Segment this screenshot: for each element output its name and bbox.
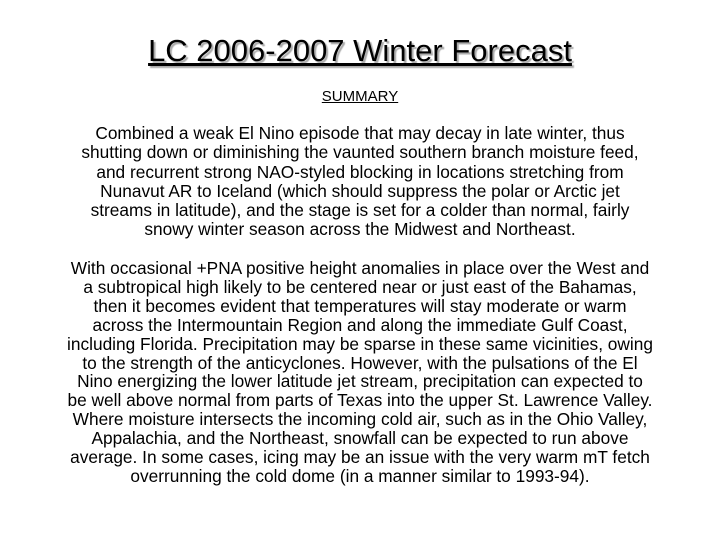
text-line: then it becomes evident that temperatures will stay moderate or warm — [93, 295, 627, 316]
text-line: streams in latitude), and the stage is set for a colder than normal, fairly — [90, 200, 630, 221]
text-line: snowy winter season across the Midwest and Northeast. — [144, 219, 576, 240]
slide-title: LC 2006-2007 Winter Forecast — [148, 33, 572, 68]
text-line: shutting down or diminishing the vaunted southern branch moisture feed, — [81, 142, 639, 163]
summary-paragraph-1 — [0, 124, 720, 240]
text-line: Nino energizing the lower latitude jet stream, precipitation can expected to — [77, 371, 643, 392]
text-line: including Florida. Precipitation may be sparse in these same vicinities, owing — [67, 333, 653, 354]
text-line: average. In some cases, icing may be an issue with the very warm mT fetch — [70, 447, 650, 468]
text-line: overrunning the cold dome (in a manner similar to 1993-94). — [130, 465, 590, 486]
text-line: be well above normal from parts of Texas into the upper St. Lawrence Valley. — [67, 390, 653, 411]
text-line: Appalachia, and the Northeast, snowfall can be expected to run above — [91, 428, 629, 449]
summary-paragraph-2 — [0, 259, 720, 486]
text-line: a subtropical high likely to be centered near or just east of the Bahamas, — [83, 276, 637, 297]
text-line: Combined a weak El Nino episode that may decay in late winter, thus — [95, 123, 625, 143]
text-line: to the strength of the anticyclones. However, with the pulsations of the El — [82, 352, 638, 373]
text-line: Where moisture intersects the incoming cold air, such as in the Ohio Valley, — [72, 409, 648, 430]
text-line: With occasional +PNA positive height anomalies in place over the West and — [70, 258, 650, 278]
text-line: and recurrent strong NAO-styled blocking in locations stretching from — [96, 161, 624, 182]
text-line: Nunavut AR to Iceland (which should suppress the polar or Arctic jet — [100, 180, 620, 201]
summary-heading: SUMMARY — [321, 88, 399, 105]
text-line: across the Intermountain Region and along the immediate Gulf Coast, — [92, 314, 628, 335]
